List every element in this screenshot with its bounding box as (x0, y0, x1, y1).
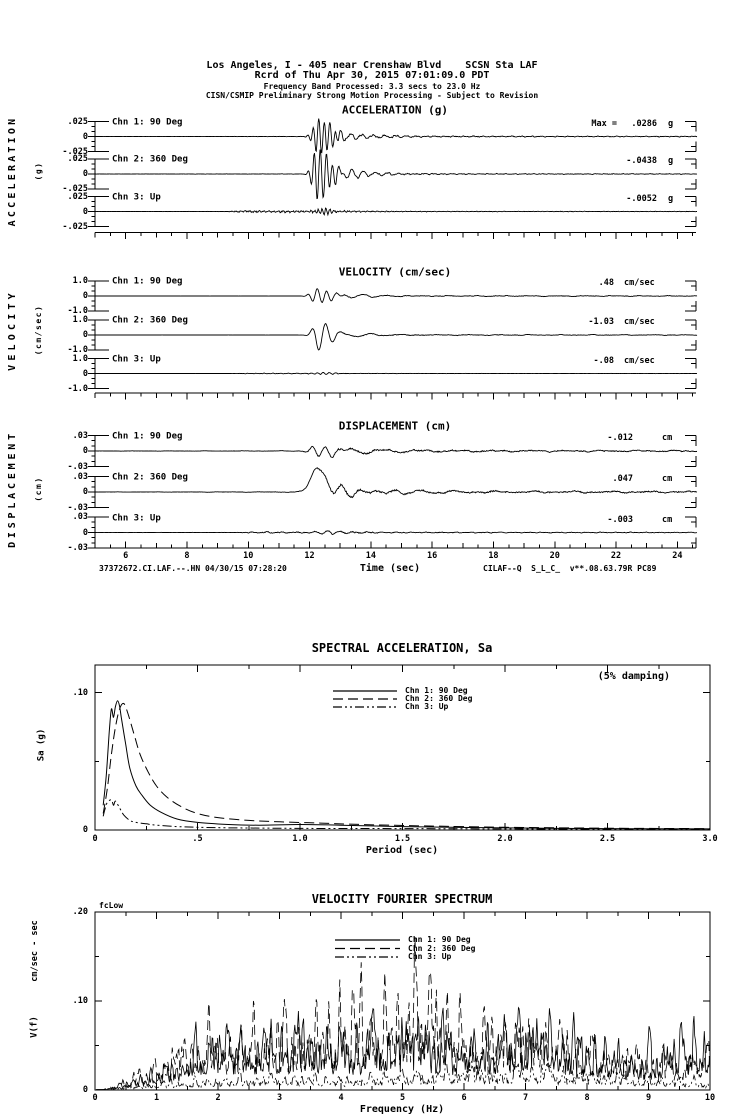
sa-legend-label-1: Chn 1: 90 Deg (405, 686, 468, 695)
sa-xtick-2.5: 2.5 (599, 833, 616, 844)
time-tick-20: 20 (549, 550, 560, 561)
sa-title: SPECTRAL ACCELERATION, Sa (311, 641, 493, 655)
velocity-ytick-max: 1.0 (72, 353, 88, 364)
velocity-axis-label: VELOCITY (7, 289, 18, 371)
max-prefix: Max = (591, 118, 617, 129)
velocity-chn1-peak-unit: cm/sec (624, 277, 655, 288)
displacement-chn3-peak-value: -.003 (607, 514, 633, 525)
displacement-chn2-label: Chn 2: 360 Deg (112, 472, 188, 483)
fourier-xtick-3: 3 (276, 1092, 283, 1103)
fourier-xtick-7: 7 (522, 1092, 529, 1103)
acceleration-ytick-zero: 0 (82, 131, 88, 142)
sa-xtick-1.5: 1.5 (394, 833, 411, 844)
time-tick-10: 10 (243, 550, 254, 561)
displacement-chn1-label: Chn 1: 90 Deg (112, 431, 183, 442)
acceleration-chn3-label: Chn 3: Up (112, 192, 161, 202)
acceleration-chn1-peak-value: .0286 (631, 118, 657, 129)
fourier-xtick-0: 0 (92, 1092, 98, 1103)
velocity-ytick-zero: 0 (82, 368, 88, 379)
acceleration-ytick-min: -.025 (62, 221, 88, 232)
fourier-ytick-0: 0 (82, 1084, 88, 1095)
velocity-ytick-min: -1.0 (67, 305, 88, 316)
velocity-chn2-peak-unit: cm/sec (624, 316, 655, 327)
sa-legend-label-2: Chn 2: 360 Deg (405, 694, 473, 703)
acceleration-chn1-label: Chn 1: 90 Deg (112, 117, 183, 127)
acceleration-ytick-max: .025 (67, 116, 88, 127)
velocity-ytick-max: 1.0 (72, 275, 88, 286)
displacement-chn2-peak-unit: cm (662, 473, 673, 484)
fourier-xtick-9: 9 (645, 1092, 652, 1103)
displacement-chn1-peak-value: -.012 (607, 432, 633, 443)
header-band-line: Frequency Band Processed: 3.3 secs to 23.0 Hz (263, 82, 481, 91)
displacement-ytick-zero: 0 (82, 486, 88, 497)
time-tick-16: 16 (427, 550, 438, 561)
acceleration-ytick-zero: 0 (82, 168, 88, 179)
displacement-chn1-peak-unit: cm (662, 432, 673, 443)
fourier-ytick-.10: .10 (72, 995, 88, 1006)
fourier-xtick-5: 5 (399, 1092, 406, 1103)
acceleration-title: ACCELERATION (g) (342, 103, 448, 117)
acceleration-ytick-max: .025 (67, 153, 88, 164)
velocity-ytick-zero: 0 (82, 290, 88, 301)
velocity-chn1-peak-value: .48 (598, 277, 614, 288)
displacement-ytick-min: -.03 (67, 542, 88, 553)
fourier-ylabel: V(f) (29, 1016, 40, 1038)
time-tick-22: 22 (610, 550, 622, 561)
fourier-title: VELOCITY FOURIER SPECTRUM (311, 892, 493, 906)
fourier-xtick-4: 4 (338, 1092, 344, 1103)
sa-ylabel: Sa (g) (36, 728, 47, 762)
displacement-title: DISPLACEMENT (cm) (338, 419, 452, 433)
acceleration-chn3-peak-value: -.0052 (626, 193, 657, 204)
displacement-ytick-min: -.03 (67, 461, 88, 472)
fourier-xtick-6: 6 (461, 1092, 467, 1103)
fourier-xtick-8: 8 (584, 1092, 590, 1103)
acceleration-ytick-min: -.025 (62, 183, 88, 194)
sa-xtick-3.0: 3.0 (702, 833, 718, 844)
displacement-ytick-zero: 0 (82, 527, 88, 538)
fourier-xtick-1: 1 (153, 1092, 160, 1103)
fourier-fclow-marker: fcLow (99, 901, 124, 910)
velocity-chn3-peak-value: -.08 (593, 355, 614, 366)
velocity-chn2-label: Chn 2: 360 Deg (112, 315, 188, 326)
time-tick-18: 18 (488, 550, 499, 561)
acceleration-chn2-peak-unit: g (668, 155, 674, 166)
displacement-ytick-max: .03 (72, 511, 88, 522)
time-tick-14: 14 (365, 550, 376, 561)
time-tick-12: 12 (304, 550, 315, 561)
velocity-chn3-peak-unit: cm/sec (624, 355, 655, 366)
velocity-ytick-max: 1.0 (72, 314, 88, 325)
displacement-axis-label: DISPLACEMENT (7, 430, 18, 548)
footer-record-id: 37372672.CI.LAF.--.HN 04/30/15 07:28:20 (99, 564, 287, 573)
header-station-line: Los Angeles, I - 405 near Crenshaw Blvd SCSN Sta LAF (206, 60, 538, 71)
velocity-ytick-zero: 0 (82, 329, 88, 340)
time-tick-8: 8 (184, 550, 190, 561)
footer-processing-code: CILAF--Q S_L_C_ v**.08.63.79R PC89 (483, 564, 657, 573)
displacement-ytick-min: -.03 (67, 502, 88, 513)
fourier-legend-label-2: Chn 2: 360 Deg (408, 943, 476, 953)
displacement-chn3-peak-unit: cm (662, 514, 673, 525)
acceleration-chn2-label: Chn 2: 360 Deg (112, 154, 188, 165)
fourier-ytick-.20: .20 (72, 906, 88, 917)
acceleration-axis-unit: (g) (34, 161, 43, 181)
displacement-ytick-max: .03 (72, 430, 88, 441)
velocity-chn3-label: Chn 3: Up (112, 354, 161, 364)
sa-damping-note: (5% damping) (597, 671, 670, 682)
acceleration-ytick-zero: 0 (82, 206, 88, 217)
fourier-legend-label-1: Chn 1: 90 Deg (408, 935, 471, 944)
header-disclaimer-line: CISN/CSMIP Preliminary Strong Motion Processing - Subject to Revision (205, 91, 539, 100)
velocity-chn1-label: Chn 1: 90 Deg (112, 276, 183, 287)
sa-ytick-.10: .10 (72, 687, 88, 698)
fourier-xtick-2: 2 (215, 1092, 221, 1103)
sa-xtick-2.0: 2.0 (497, 833, 513, 844)
displacement-axis-unit: (cm) (34, 476, 43, 502)
sa-xtick-.5: .5 (192, 833, 203, 844)
acceleration-chn2-peak-value: -.0438 (626, 155, 657, 166)
acceleration-ytick-max: .025 (67, 191, 88, 202)
time-tick-24: 24 (672, 550, 683, 561)
fourier-ylabel-units: cm/sec - sec (29, 920, 40, 982)
displacement-ytick-max: .03 (72, 471, 88, 482)
time-tick-6: 6 (123, 550, 129, 561)
displacement-chn3-label: Chn 3: Up (112, 513, 161, 523)
fourier-xtick-10: 10 (704, 1092, 716, 1103)
displacement-ytick-zero: 0 (82, 445, 88, 456)
sa-xtick-0: 0 (92, 833, 98, 844)
velocity-axis-unit: (cm/sec) (34, 304, 43, 356)
velocity-title: VELOCITY (cm/sec) (338, 265, 452, 279)
acceleration-chn3-peak-unit: g (668, 193, 674, 204)
fourier-legend-label-3: Chn 3: Up (408, 952, 452, 961)
sa-xlabel: Period (sec) (365, 845, 439, 856)
velocity-ytick-min: -1.0 (67, 383, 88, 394)
acceleration-chn1-peak-unit: g (668, 118, 674, 129)
time-axis-title: Time (sec) (359, 563, 421, 574)
displacement-chn2-peak-value: .047 (612, 473, 633, 484)
acceleration-axis-label: ACCELERATION (7, 115, 18, 227)
acceleration-ytick-min: -.025 (62, 146, 88, 157)
header-record-line: Rcrd of Thu Apr 30, 2015 07:01:09.0 PDT (254, 70, 490, 81)
velocity-ytick-min: -1.0 (67, 344, 88, 355)
sa-xtick-1.0: 1.0 (292, 833, 308, 844)
velocity-chn2-peak-value: -1.03 (588, 316, 614, 327)
sa-legend-label-3: Chn 3: Up (405, 702, 449, 711)
sa-ytick-0: 0 (82, 824, 88, 835)
fourier-xlabel: Frequency (Hz) (359, 1104, 445, 1115)
